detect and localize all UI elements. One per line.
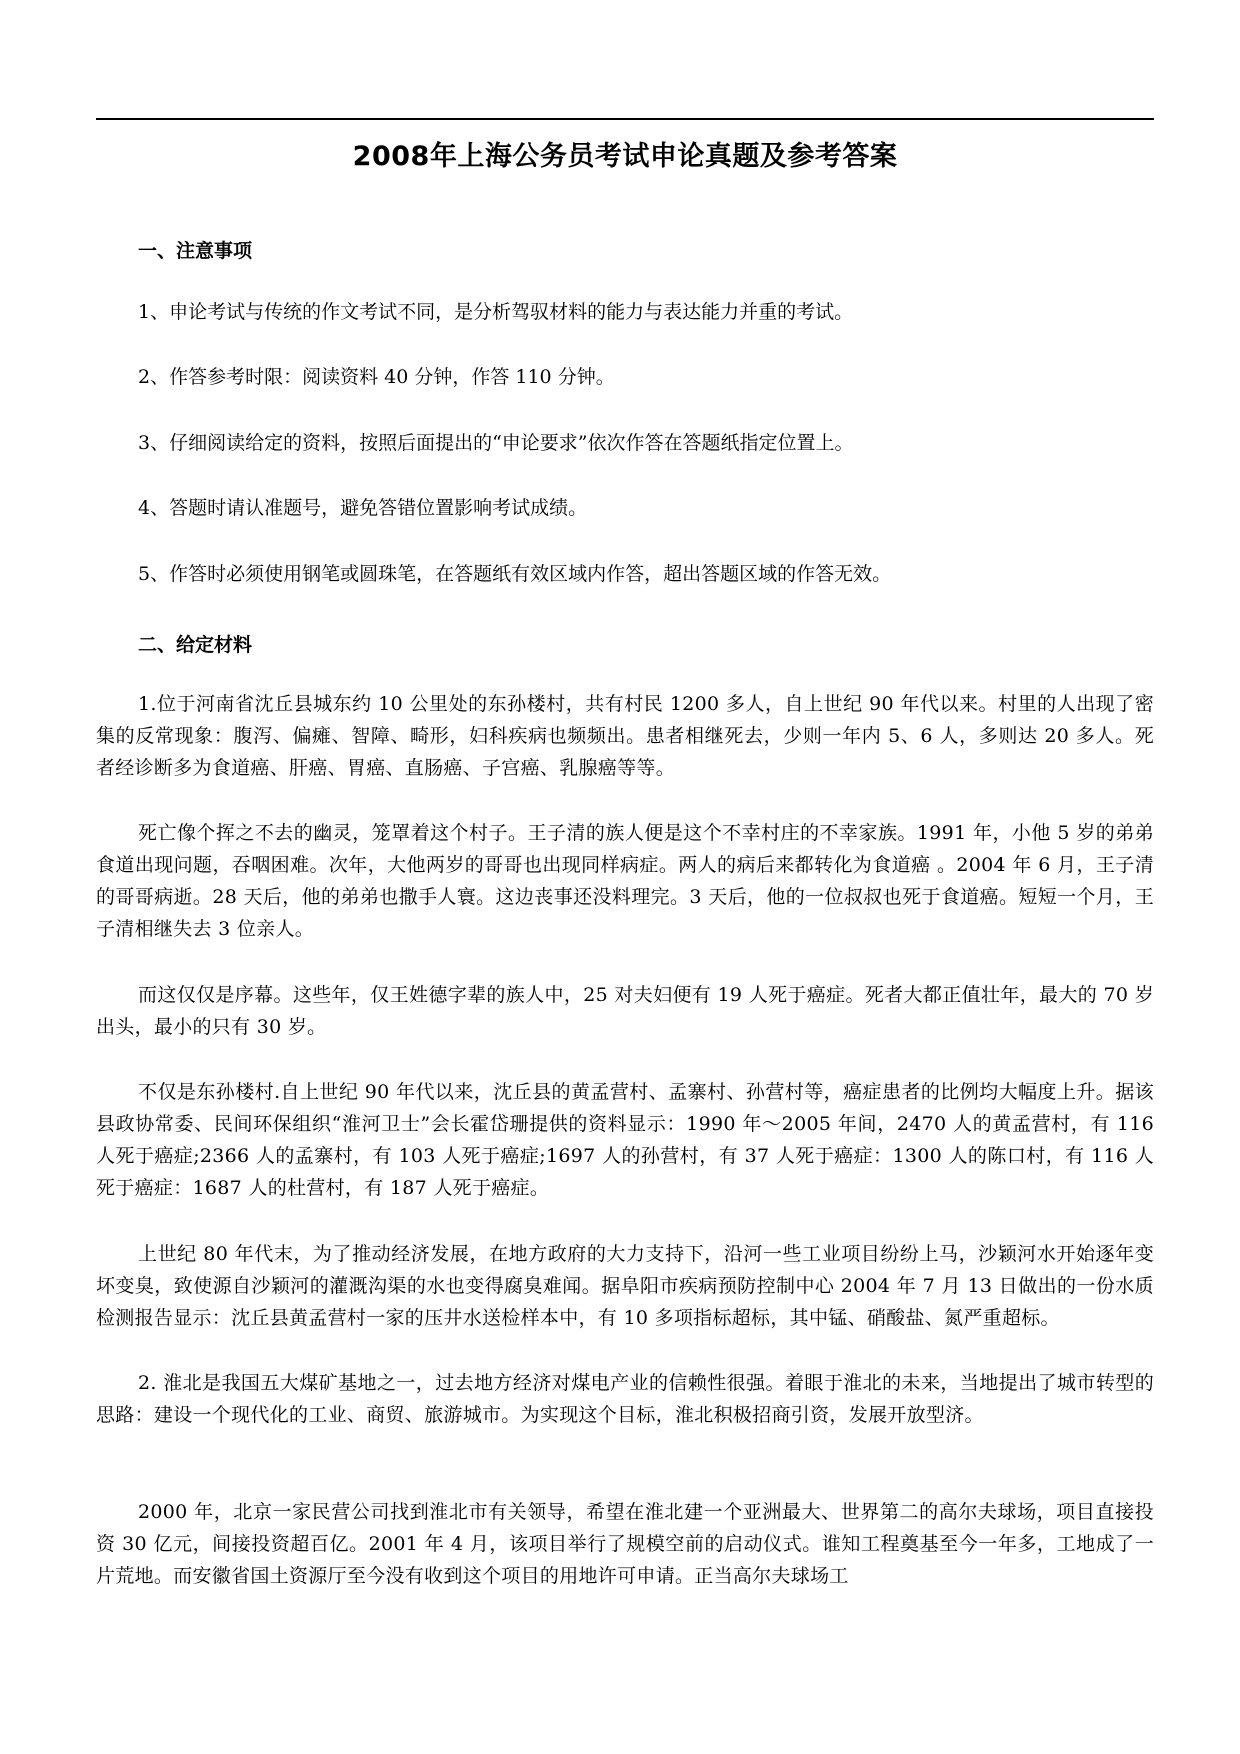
material-paragraph-5: 上世纪 80 年代末，为了推动经济发展，在地方政府的大力支持下，沿河一些工业项目纷纷上马，沙颖河水开始逐年变坏变臭，致使源自沙颖河的灌溉沟渠的水也变得腐臭难闻。据阜阳市疾病预防控制中心 2004 年 7 月 13 日做出的一份水质检测报告显示：沈丘县黄孟营村一家的压井水送检样本中，有 10 多项指标超标，其中锰、硝酸盐、氮严重超标。 [96,1243,1154,1329]
section-heading-notes: 一、注意事项 [138,240,253,262]
note-item-4: 4、答题时请认准题号，避免答错位置影响考试成绩。 [138,497,588,519]
note-item-1: 1、申论考试与传统的作文考试不同，是分析驾驭材料的能力与表达能力并重的考试。 [138,301,854,323]
material-paragraph-1: 1.位于河南省沈丘县城东约 10 公里处的东孙楼村，共有村民 1200 多人，自上世纪 90 年代以来。村里的人出现了密集的反常现象：腹泻、偏瘫、智障、畸形，妇科疾病也频频出。患者相继死去，少则一年内 5、6 人，多则达 20 多人。死者经诊断多为食道癌、肝癌、胃癌、直肠癌、子宫癌、乳腺癌等等。 [96,693,1154,779]
material-paragraph-4: 不仅是东孙楼村.自上世纪 90 年代以来，沈丘县的黄孟营村、孟寨村、孙营村等，癌症患者的比例均大幅度上升。据该县政协常委、民间环保组织“淮河卫士”会长霍岱珊提供的资料显示：1990 年～2005 年间，2470 人的黄孟营村，有 116 人死于癌症;2366 人的孟寨村，有 103 人死于癌症;1697 人的孙营村，有 37 人死于癌症：1300 人的陈口村，有 116 人死于癌症：1687 人的杜营村，有 187 人死于癌症。 [96,1081,1154,1199]
note-item-2: 2、作答参考时限：阅读资料 40 分钟，作答 110 分钟。 [138,366,615,388]
material-paragraph-7: 2000 年，北京一家民营公司找到淮北市有关领导，希望在淮北建一个亚洲最大、世界第二的高尔夫球场，项目直接投资 30 亿元，间接投资超百亿。2001 年 4 月，该项目举行了规模空前的启动仪式。谁知工程奠基至今一年多，工地成了一片荒地。而安徽省国土资源厅至今没有收到这个项目的用地许可申请。正当高尔夫球场工 [96,1501,1154,1587]
material-paragraph-2: 死亡像个挥之不去的幽灵，笼罩着这个村子。王子清的族人便是这个不幸村庄的不幸家族。1991 年，小他 5 岁的弟弟食道出现问题，吞咽困难。次年，大他两岁的哥哥也出现同样病症。两人的病后来都转化为食道癌 。2004 年 6 月，王子清的哥哥病逝。28 天后，他的弟弟也撒手人寰。这边丧事还没料理完。3 天后，他的一位叔叔也死于食道癌。短短一个月，王子清相继失去 3 位亲人。 [96,822,1154,940]
document-title: 2008年上海公务员考试申论真题及参考答案 [352,141,898,172]
material-paragraph-3: 而这仅仅是序幕。这些年，仅王姓德字辈的族人中，25 对夫妇便有 19 人死于癌症。死者大都正值壮年，最大的 70 岁出头，最小的只有 30 岁。 [96,984,1154,1038]
material-paragraph-6: 2. 淮北是我国五大煤矿基地之一，过去地方经济对煤电产业的信赖性很强。着眼于淮北的未来，当地提出了城市转型的思路：建设一个现代化的工业、商贸、旅游城市。为实现这个目标，淮北积极招商引资，发展开放型济。 [96,1372,1154,1426]
note-item-3: 3、仔细阅读给定的资料，按照后面提出的“申论要求”依次作答在答题纸指定位置上。 [138,432,854,454]
note-item-5: 5、作答时必须使用钢笔或圆珠笔，在答题纸有效区域内作答，超出答题区域的作答无效。 [138,563,892,585]
section-heading-materials: 二、给定材料 [138,634,253,656]
header-rule [96,118,1154,120]
